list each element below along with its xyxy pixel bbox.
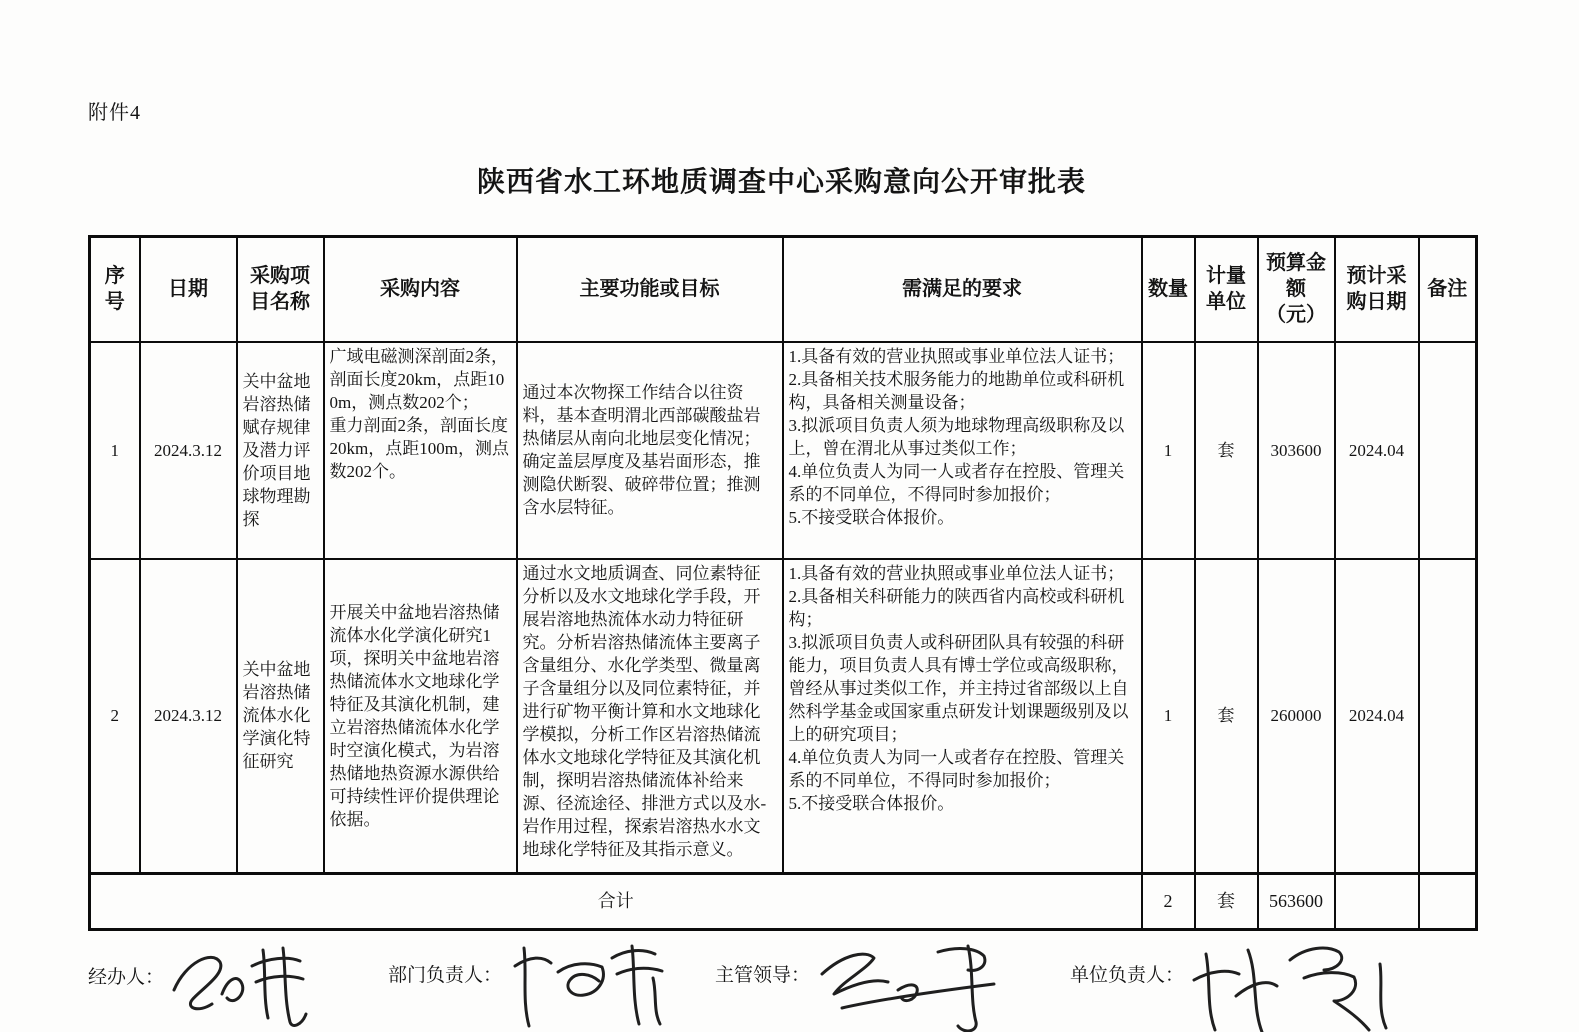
cell-date: 2024.3.12 — [140, 342, 237, 559]
cell-function: 通过本次物探工作结合以往资料，基本查明渭北西部碳酸盐岩热储层从南向北地层变化情况；确定盖层厚度及基岩面形态，推测隐伏断裂、破碎带位置；推测含水层特征。 — [517, 342, 783, 559]
requirement-item: 5.不接受联合体报价。 — [788, 507, 955, 527]
total-planned-date — [1335, 874, 1419, 930]
column-header-project-name: 采购项目名称 — [237, 237, 324, 342]
department-head-label: 部门负责人： — [388, 965, 503, 986]
column-header-function: 主要功能或目标 — [517, 237, 783, 342]
column-header-quantity: 数量 — [1142, 237, 1195, 342]
cell-planned-date: 2024.04 — [1335, 342, 1419, 559]
table-row-2 — [90, 559, 1477, 874]
cell-no: 1 — [90, 342, 140, 559]
cell-date: 2024.3.12 — [140, 559, 237, 874]
cell-remark — [1419, 342, 1477, 559]
cell-no: 2 — [90, 559, 140, 874]
cell-project-name: 关中盆地岩溶热储流体水化学演化特征研究 — [237, 559, 324, 874]
handler-label: 经办人： — [88, 967, 165, 988]
title-wrap — [88, 160, 1475, 200]
requirement-item: 2.具备相关科研能力的陕西省内高校或科研机构； — [788, 586, 1125, 629]
requirement-item: 3.拟派项目负责人或科研团队具有较强的科研能力，项目负责人具有博士学位或高级职称，曾经从事过类似工作，并主持过省部级以上自然科学基金或国家重点研发计划课题级别及以上的研究项目； — [788, 632, 1129, 744]
unit-head-signature-scribble — [1186, 936, 1401, 1032]
total-row — [90, 874, 1477, 930]
requirement-item: 2.具备相关技术服务能力的地勘单位或科研机构，具备相关测量设备； — [788, 369, 1125, 412]
page-title: 陕西省水工环地质调查中心采购意向公开审批表 — [476, 167, 1086, 198]
content-paragraph: 重力剖面2条，剖面长度20km，点距100m，测点数202个。 — [329, 415, 509, 481]
cell-project-name: 关中盆地岩溶热储赋存规律及潜力评价项目地球物理勘探 — [237, 342, 324, 559]
department-head-signature-scribble — [506, 936, 681, 1030]
column-header-budget: 预算金额（元） — [1258, 237, 1335, 342]
requirement-item: 4.单位负责人为同一人或者存在控股、管理关系的不同单位，不得同时参加报价； — [788, 461, 1125, 504]
column-header-date: 日期 — [140, 237, 237, 342]
cell-quantity: 1 — [1142, 559, 1195, 874]
supervisor-signature-scribble — [816, 938, 1016, 1032]
column-header-requirements: 需满足的要求 — [783, 237, 1142, 342]
column-header-no: 序号 — [90, 237, 140, 342]
cell-unit: 套 — [1195, 342, 1258, 559]
cell-function: 通过水文地质调查、同位素特征分析以及水文地球化学手段，开展岩溶地热流体水动力特征研究。分析岩溶热储流体主要离子含量组分、水化学类型、微量离子含量组分以及同位素特征，并进行矿物平衡计算和水文地球化学模拟，分析工作区岩溶热储流体水文地球化学特征及其演化机制，探明岩溶热储流体补给来源、径流途径、排泄方式以及水-岩作用过程，探索岩溶热水水文地球化学特征及其指示意义。 — [517, 559, 783, 874]
approval-table — [88, 235, 1478, 931]
cell-remark — [1419, 559, 1477, 874]
total-budget: 563600 — [1258, 874, 1335, 930]
requirement-item: 4.单位负责人为同一人或者存在控股、管理关系的不同单位，不得同时参加报价； — [788, 747, 1125, 790]
requirement-item: 5.不接受联合体报价。 — [788, 793, 955, 813]
attachment-label: 附件4 — [88, 102, 141, 124]
cell-requirements — [783, 342, 1142, 559]
column-header-planned-date: 预计采购日期 — [1335, 237, 1419, 342]
cell-quantity: 1 — [1142, 342, 1195, 559]
cell-budget: 303600 — [1258, 342, 1335, 559]
cell-budget: 260000 — [1258, 559, 1335, 874]
unit-head-label: 单位负责人： — [1070, 965, 1185, 986]
supervisor-label: 主管领导： — [715, 965, 811, 986]
content-paragraph: 开展关中盆地岩溶热储流体水化学演化研究1项，探明关中盆地岩溶热储流体水文地球化学特征及其演化机制，建立岩溶热储流体水化学时空演化模式，为岩溶热储地热资源水源供给可持续性评价提供理论依据。 — [329, 602, 500, 829]
signature-section — [88, 936, 1558, 1032]
total-quantity: 2 — [1142, 874, 1195, 930]
column-header-content: 采购内容 — [324, 237, 517, 342]
header-row — [90, 237, 1477, 342]
cell-content — [324, 559, 517, 874]
cell-planned-date: 2024.04 — [1335, 559, 1419, 874]
total-unit: 套 — [1195, 874, 1258, 930]
cell-content — [324, 342, 517, 559]
requirement-item: 1.具备有效的营业执照或事业单位法人证书； — [788, 346, 1125, 366]
table-row-1 — [90, 342, 1477, 559]
requirement-item: 3.拟派项目负责人须为地球物理高级职称及以上，曾在渭北从事过类似工作； — [788, 415, 1125, 458]
column-header-remark: 备注 — [1419, 237, 1477, 342]
total-remark — [1419, 874, 1477, 930]
column-header-unit: 计量单位 — [1195, 237, 1258, 342]
cell-unit: 套 — [1195, 559, 1258, 874]
total-label: 合计 — [90, 874, 1142, 930]
handler-signature-scribble — [166, 938, 331, 1030]
content-paragraph: 广域电磁测深剖面2条，剖面长度20km，点距100m，测点数202个； — [329, 346, 508, 412]
requirement-item: 1.具备有效的营业执照或事业单位法人证书； — [788, 563, 1125, 583]
cell-requirements — [783, 559, 1142, 874]
